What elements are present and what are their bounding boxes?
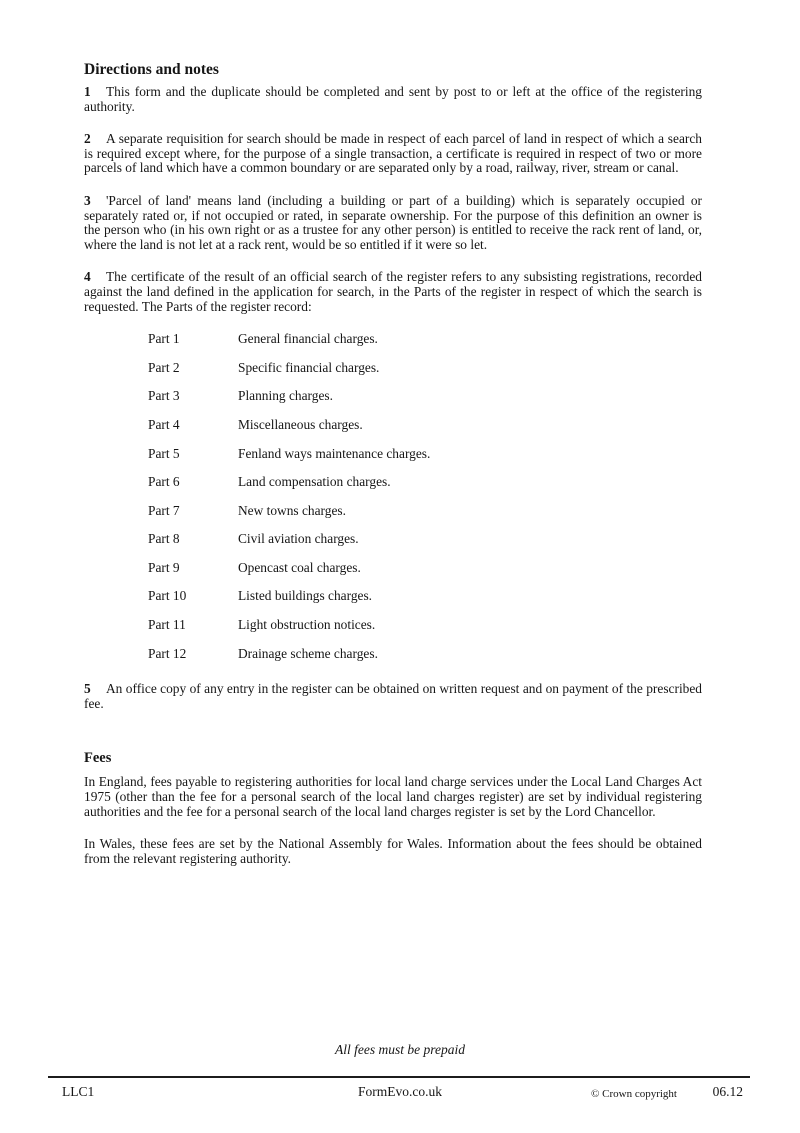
- part-label: Part 1: [148, 331, 180, 347]
- note-2-text: A separate requisition for search should be made in respect of each parcel of land in respect of which a search is required except where, for the purpose of a single transaction, a certificate is required in respect of two or more parcels of land which have a common boundary or are separated only by a road, railway, river, stream or canal.: [84, 131, 702, 176]
- note-4-text: The certificate of the result of an official search of the register refers to any subsisting registrations, recorded against the land defined in the application for search, in the Parts of the register in respect of which the search is requested. The Parts of the register record:: [84, 269, 702, 314]
- part-description: Specific financial charges.: [238, 359, 380, 375]
- part-label: Part 8: [148, 531, 180, 547]
- note-2: [84, 132, 702, 176]
- list-item: [148, 418, 702, 433]
- part-description: Light obstruction notices.: [238, 617, 376, 633]
- footer-provider: FormEvo.co.uk: [358, 1084, 442, 1099]
- part-label: Part 10: [148, 588, 187, 604]
- list-item: [148, 332, 702, 347]
- list-item: [148, 447, 702, 462]
- part-label: Part 2: [148, 359, 180, 375]
- part-label: Part 3: [148, 388, 180, 404]
- footer-edition: 06.12: [712, 1084, 743, 1099]
- page-footer: [0, 1083, 800, 1105]
- note-1-number: 1: [84, 84, 91, 99]
- fees-heading: Fees: [84, 750, 112, 767]
- part-description: Opencast coal charges.: [238, 559, 361, 575]
- part-description: Planning charges.: [238, 388, 333, 404]
- list-item: [148, 504, 702, 519]
- part-label: Part 6: [148, 474, 180, 490]
- note-5-number: 5: [84, 681, 91, 697]
- fees-paragraph-england: In England, fees payable to registering authorities for local land charge services under the Local Land Charges Act 1975 (other than the fee for a personal search of the local land charges register) are set by individual registering authorities and the fee for a personal search of the local land charges register is set by the Lord Chancellor.: [84, 774, 702, 819]
- part-description: General financial charges.: [238, 331, 378, 347]
- footer-copyright: © Crown copyright: [591, 1088, 677, 1100]
- part-label: Part 9: [148, 559, 180, 575]
- directions-heading: Directions and notes: [84, 61, 219, 78]
- list-item: [148, 389, 702, 404]
- note-1-text: This form and the duplicate should be completed and sent by post to or left at the office of the registering authority.: [84, 84, 702, 114]
- footer-divider: [48, 1076, 750, 1078]
- part-description: New towns charges.: [238, 502, 346, 518]
- part-description: Drainage scheme charges.: [238, 645, 378, 661]
- part-description: Civil aviation charges.: [238, 531, 359, 547]
- part-description: Miscellaneous charges.: [238, 416, 363, 432]
- part-description: Land compensation charges.: [238, 474, 391, 490]
- list-item: [148, 589, 702, 604]
- note-1: [84, 85, 702, 114]
- part-description: Listed buildings charges.: [238, 588, 373, 604]
- fees-paragraph-wales: In Wales, these fees are set by the National Assembly for Wales. Information about the fees should be obtained from the relevant registering authority.: [84, 836, 702, 866]
- list-item: [148, 561, 702, 576]
- list-item: [148, 647, 702, 662]
- list-item: [148, 618, 702, 633]
- list-item: [148, 361, 702, 376]
- note-3-text: 'Parcel of land' means land (including a building or part of a building) which is separately occupied or separately rated or, if not occupied or rated, in separate ownership. For the purpose of this definition an owner is the person who (in his own right or as a trustee for any other person) is entitled to receive the rack rent of land, or, where the land is not let at a rack rent, would be so entitled if it were so let.: [84, 192, 702, 252]
- prepaid-note: All fees must be prepaid: [335, 1042, 465, 1057]
- part-description: Fenland ways maintenance charges.: [238, 445, 431, 461]
- part-label: Part 4: [148, 416, 180, 432]
- note-3: [84, 194, 702, 252]
- part-label: Part 7: [148, 502, 180, 518]
- part-label: Part 11: [148, 617, 186, 633]
- part-label: Part 5: [148, 445, 180, 461]
- note-4-number: 4: [84, 269, 91, 285]
- note-5: [84, 682, 702, 711]
- list-item: [148, 532, 702, 547]
- note-5-text: An office copy of any entry in the register can be obtained on written request and on payment of the prescribed fee.: [84, 681, 702, 711]
- note-2-number: 2: [84, 131, 91, 147]
- note-4: [84, 270, 702, 314]
- note-3-number: 3: [84, 192, 91, 208]
- list-item: [148, 475, 702, 490]
- part-label: Part 12: [148, 645, 187, 661]
- footer-form-code: LLC1: [62, 1084, 95, 1099]
- page-content: [84, 61, 702, 884]
- register-parts-list: [84, 332, 702, 661]
